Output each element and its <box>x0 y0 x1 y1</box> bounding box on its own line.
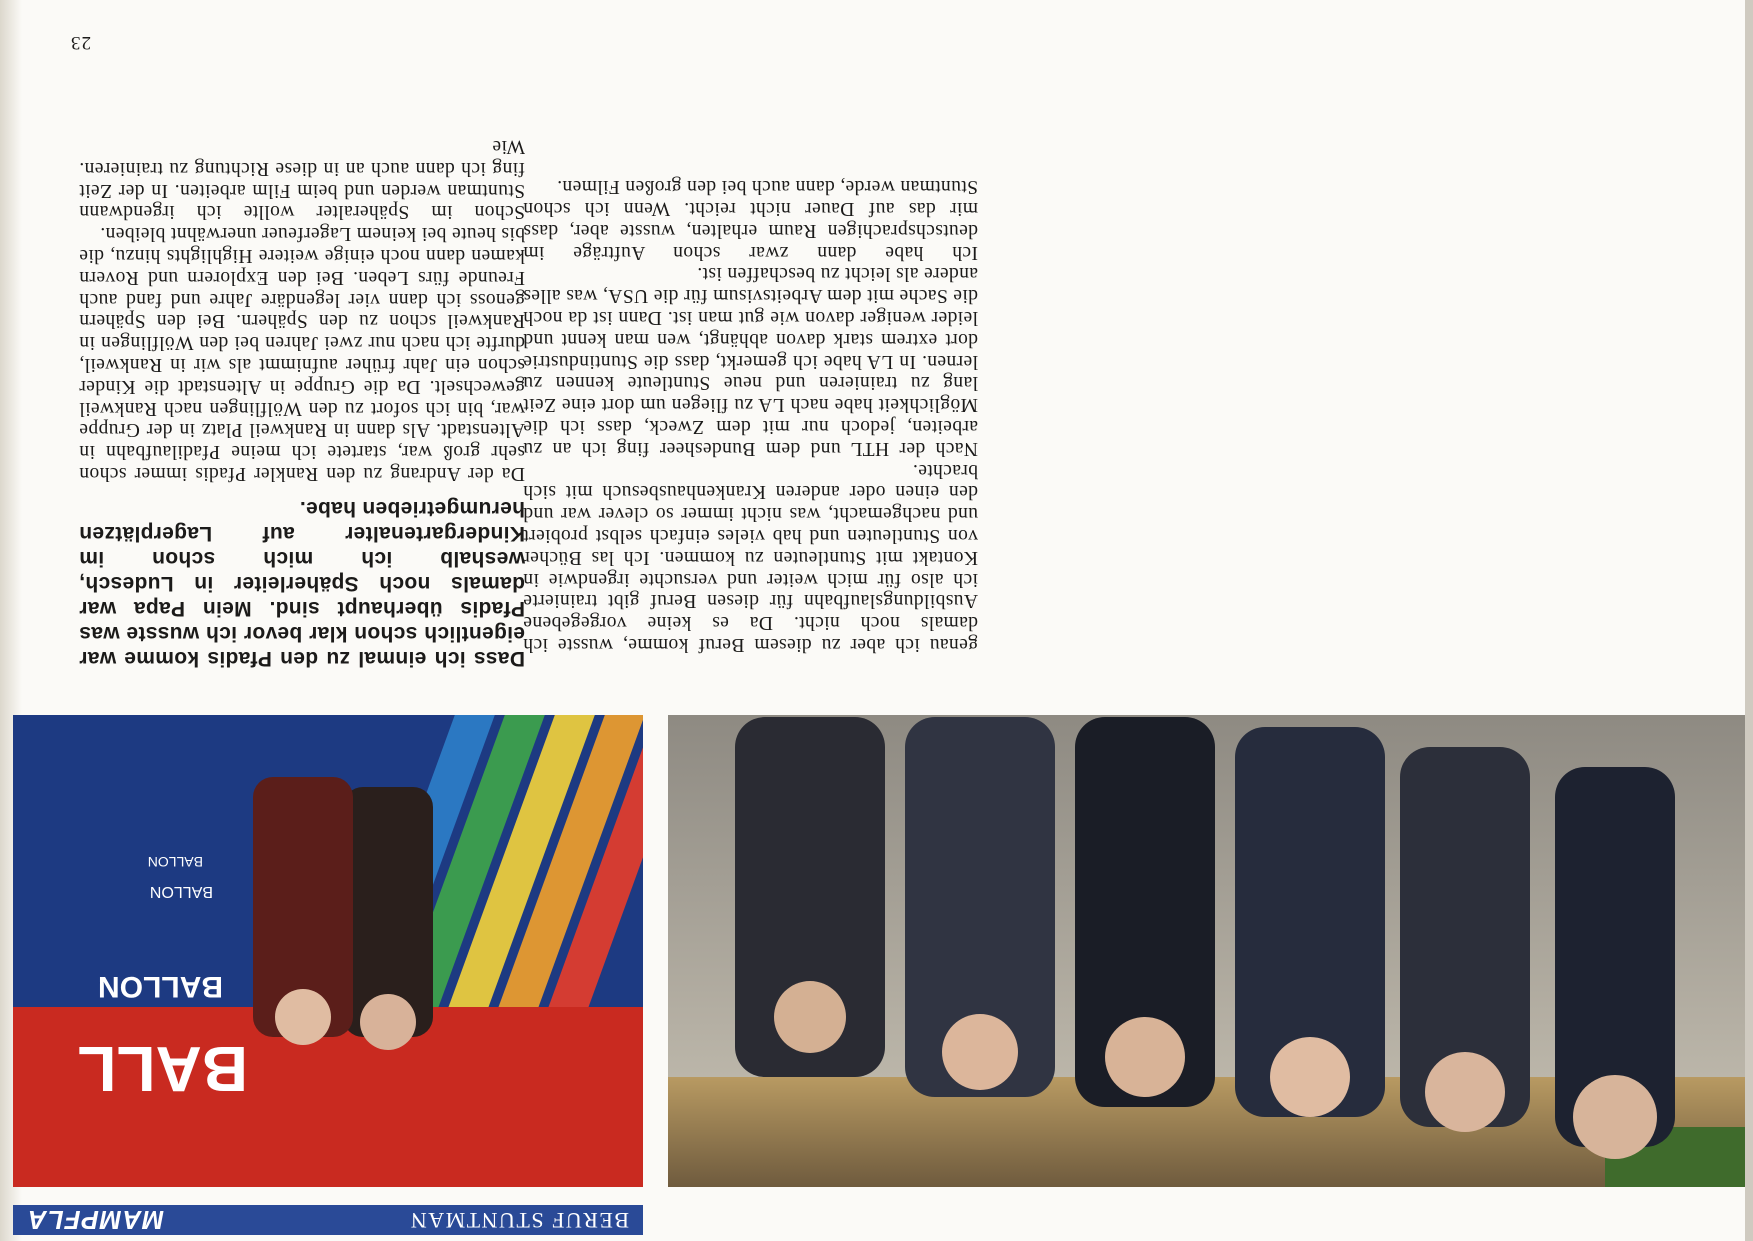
paragraph: Nach der HTL und dem Bundesheer fing ich an zu arbeiten, jedoch nur mit dem Zweck, dass ich die Möglichkeit habe nach LA zu fliegen um dort eine Zeit lang zu trainieren und neue Stuntleute kennen zu lernen. In LA habe ich gemerkt, dass die Stuntindustrie dort extrem stark davon abhängt, wen man kennt und leider weniger davon wie gut man ist. Dann ist da noch die Sache mit dem Arbeitsvisum für die USA, was alles andere als leicht zu beschaffen ist. <box>523 263 978 459</box>
stuntman-photo <box>13 715 643 1187</box>
article-column-right <box>523 175 978 655</box>
page-edge <box>1745 0 1753 1241</box>
sign-ballon: BALLON <box>147 854 203 870</box>
group-photo <box>668 715 1745 1187</box>
paragraph: genau ich aber zu diesem Beruf komme, wusste ich damals noch nicht. Da es keine vorgegebene Ausbildungslaufbahn für diesen Beruf gibt trainierte ich also für mich weiter und versuchte irgendwie in Kontakt mit Stuntleuten zu kommen. Ich las Bücher von Stuntleuten und hab vieles einfach selbst probiert und nachgemacht, was nicht immer so clever war und den einen oder anderen Krankenhausbesuch mit sich brachte. <box>523 459 978 655</box>
balloon-poster-illustration <box>13 715 643 1187</box>
sign-ballon: BALLON <box>98 970 223 1003</box>
article-column-left <box>79 135 525 671</box>
sign-ballon: BALL <box>77 1033 248 1105</box>
paragraph: Da der Andrang zu den Rankler Pfadis immer schon sehr groß war, startete ich meine Pfadilaufbahn in Altenstadt. Als dann in Rankweil Platz in der Gruppe war, bin ich sofort zu den Wölflingen nach Rankweil gewechselt. Da die Gruppe in Altenstadt die Kinder schon ein Jahr früher aufnimmt als wir in Rankweil, durfte ich nach nur zwei Jahren bei den Wölflingen in Rankweil schon zu den Spähern. Bei den Spähern genoss ich dann vier legendäre Jahre und fand auch Freunde fürs Leben. Bei den Explorern und Rovern kamen dann noch einige weitere Highlights hinzu, die bis heute bei keinem Lagerfeuer unerwähnt bleiben. <box>79 223 525 484</box>
group-photo-illustration <box>668 715 1745 1187</box>
article-heading: Dass ich einmal zu den Pfadis komme war eigentlich schon klar bevor ich wusste was Pfadis überhaupt sind. Mein Papa war damals noch Späherleiter in Ludesch, weshalb ich mich schon im Kindergartenalter auf Lagerplätzen herumgetrieben habe. <box>79 497 525 670</box>
section-band <box>13 1205 643 1235</box>
paragraph: Ich habe dann zwar schon Aufträge im deutschsprachigen Raum erhalten, wusste aber, dass mir das auf Dauer nicht reicht. Wenn ich schon Stuntman werde, dann auch bei den großen Filmen. <box>523 176 978 263</box>
magazine-logo: MAMPFLA <box>27 1205 164 1236</box>
paragraph: Schon im Späheralter wollte ich irgendwann Stuntman werden und beim Film arbeiten. In der Zeit fing ich dann auch an in diese Richtung zu trainieren. Wie <box>79 136 525 223</box>
sign-ballon: BALLON <box>149 883 213 900</box>
section-title: BERUF STUNTMAN <box>409 1208 629 1233</box>
page-number: 23 <box>70 32 91 53</box>
